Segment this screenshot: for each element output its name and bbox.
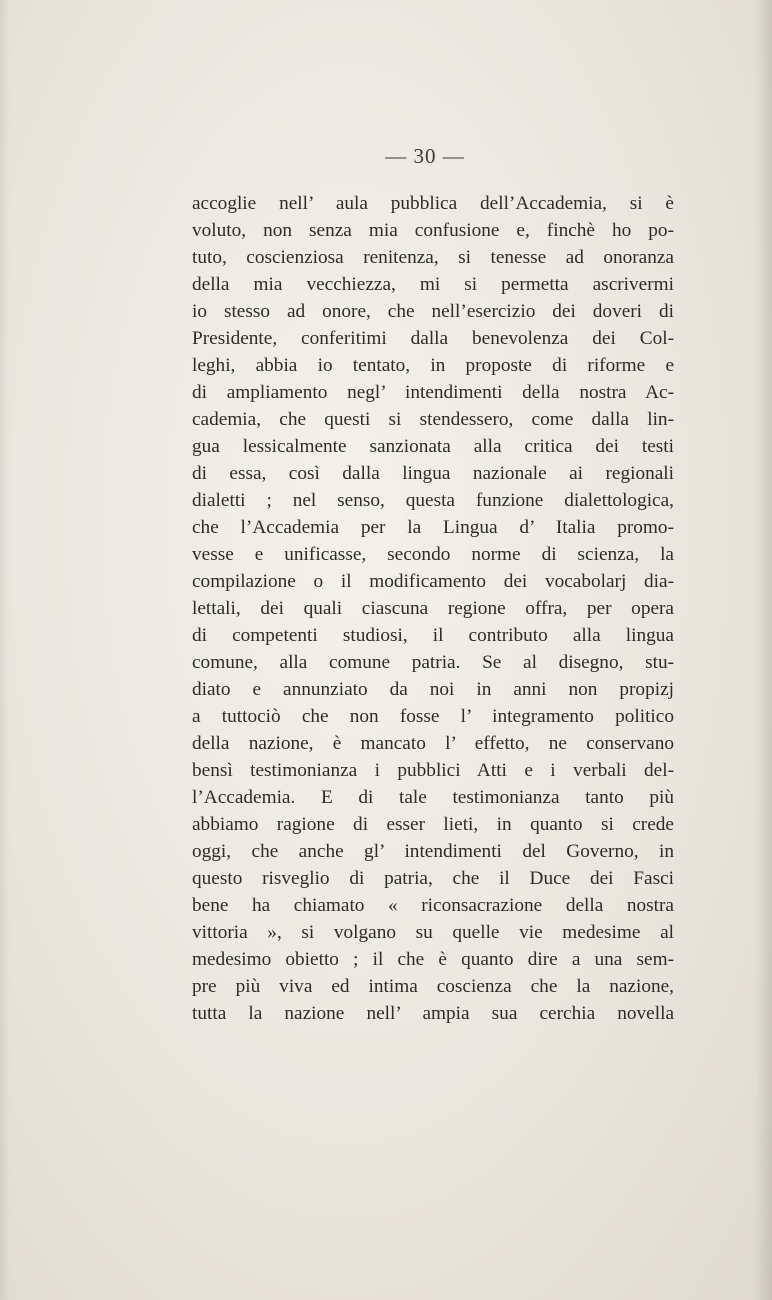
body-text [192, 190, 674, 1027]
text-line: di essa, così dalla lingua nazionale ai regionali [192, 463, 674, 484]
text-line: comune, alla comune patria. Se al disegno, stu- [192, 652, 674, 673]
text-line: leghi, abbia io tentato, in proposte di riforme e [192, 355, 674, 376]
text-line: dialetti ; nel senso, questa funzione dialettologica, [192, 490, 674, 511]
text-line: cademia, che questi si stendessero, come dalla lin- [192, 409, 674, 430]
text-line: a tuttociò che non fosse l’ integramento politico [192, 706, 674, 727]
text-line: l’Accademia. E di tale testimonianza tanto più [192, 787, 674, 808]
text-line: io stesso ad onore, che nell’esercizio dei doveri di [192, 301, 674, 322]
text-line: medesimo obietto ; il che è quanto dire a una sem- [192, 949, 674, 970]
text-line: diato e annunziato da noi in anni non propizj [192, 679, 674, 700]
text-line: della nazione, è mancato l’ effetto, ne conservano [192, 733, 674, 754]
page-gutter-shadow [0, 0, 10, 1300]
text-line: bensì testimonianza i pubblici Atti e i verbali del- [192, 760, 674, 781]
text-line: vesse e unificasse, secondo norme di scienza, la [192, 544, 674, 565]
text-line: della mia vecchiezza, mi si permetta ascrivermi [192, 274, 674, 295]
text-line: voluto, non senza mia confusione e, finchè ho po- [192, 220, 674, 241]
text-line: abbiamo ragione di esser lieti, in quanto si crede [192, 814, 674, 835]
text-line: questo risveglio di patria, che il Duce dei Fasci [192, 868, 674, 889]
text-line: gua lessicalmente sanzionata alla critica dei testi [192, 436, 674, 457]
text-line: compilazione o il modificamento dei vocabolarj dia- [192, 571, 674, 592]
text-line: oggi, che anche gl’ intendimenti del Governo, in [192, 841, 674, 862]
text-line: lettali, dei quali ciascuna regione offra, per opera [192, 598, 674, 619]
page-edge-shadow [754, 0, 772, 1300]
text-line: vittoria », si volgano su quelle vie medesime al [192, 922, 674, 943]
text-line: accoglie nell’ aula pubblica dell’Accademia, si è [192, 193, 674, 214]
text-line: tuto, coscienziosa renitenza, si tenesse ad onoranza [192, 247, 674, 268]
text-line: di competenti studiosi, il contributo alla lingua [192, 625, 674, 646]
text-line: pre più viva ed intima coscienza che la nazione, [192, 976, 674, 997]
page-number: — 30 — [385, 144, 465, 168]
text-line: bene ha chiamato « riconsacrazione della nostra [192, 895, 674, 916]
text-line: Presidente, conferitimi dalla benevolenza dei Col- [192, 328, 674, 349]
text-line: che l’Accademia per la Lingua d’ Italia promo- [192, 517, 674, 538]
text-line: tutta la nazione nell’ ampia sua cerchia novella [192, 1003, 674, 1024]
text-line: di ampliamento negl’ intendimenti della nostra Ac- [192, 382, 674, 403]
